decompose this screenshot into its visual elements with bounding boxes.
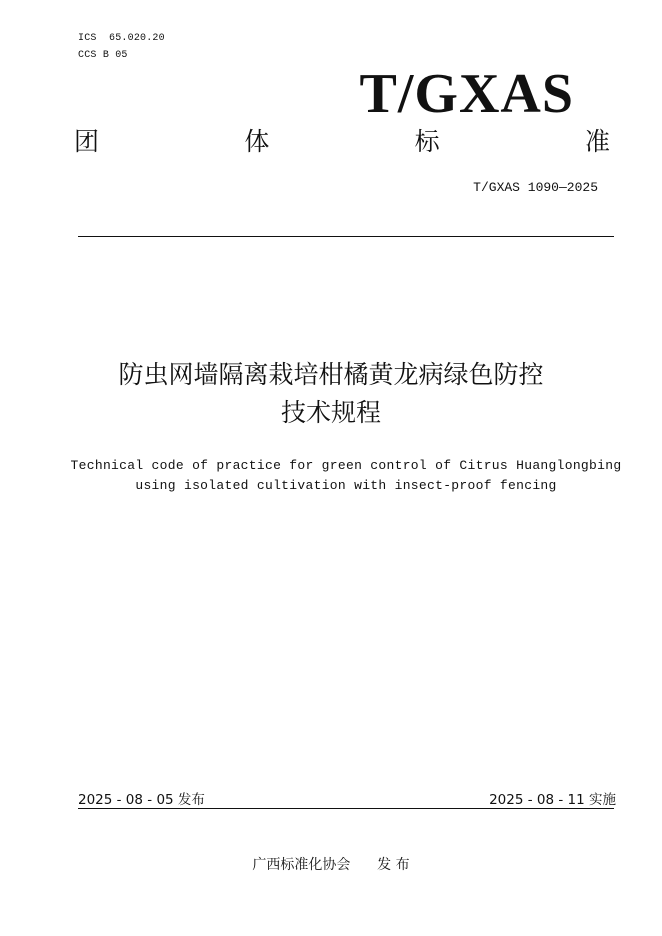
category-char: 团 <box>74 127 100 156</box>
implementation-date: 2025 - 08 - 11 实施 <box>489 792 616 808</box>
footer-divider <box>78 808 614 809</box>
standard-category <box>74 126 610 158</box>
english-title-line: Technical code of practice for green control of Citrus Huanglongbing <box>70 458 622 473</box>
publisher-name: 广西标准化协会 <box>252 857 351 873</box>
header-divider <box>78 236 614 237</box>
ics-classification <box>78 33 165 44</box>
ccs-label: CCS <box>78 50 97 61</box>
chinese-title-line: 防虫网墙隔离栽培柑橘黄龙病绿色防控 <box>118 360 544 389</box>
english-title <box>0 456 662 496</box>
ccs-value: B 05 <box>102 50 128 61</box>
chinese-title <box>0 356 662 432</box>
ics-label: ICS <box>78 33 97 44</box>
publisher-action: 发 布 <box>377 857 410 873</box>
ics-value: 65.020.20 <box>109 33 165 44</box>
english-title-line: using isolated cultivation with insect-proof fencing <box>135 478 557 493</box>
category-char: 标 <box>414 127 440 156</box>
publisher <box>0 854 662 874</box>
category-char: 体 <box>244 127 270 156</box>
issue-date: 2025 - 08 - 05 发布 <box>78 792 205 808</box>
standard-logo: T/GXAS <box>359 63 574 125</box>
chinese-title-line: 技术规程 <box>280 398 381 427</box>
category-char: 准 <box>584 127 610 156</box>
ccs-classification <box>78 50 128 61</box>
standard-number: T/GXAS 1090—2025 <box>473 180 598 195</box>
